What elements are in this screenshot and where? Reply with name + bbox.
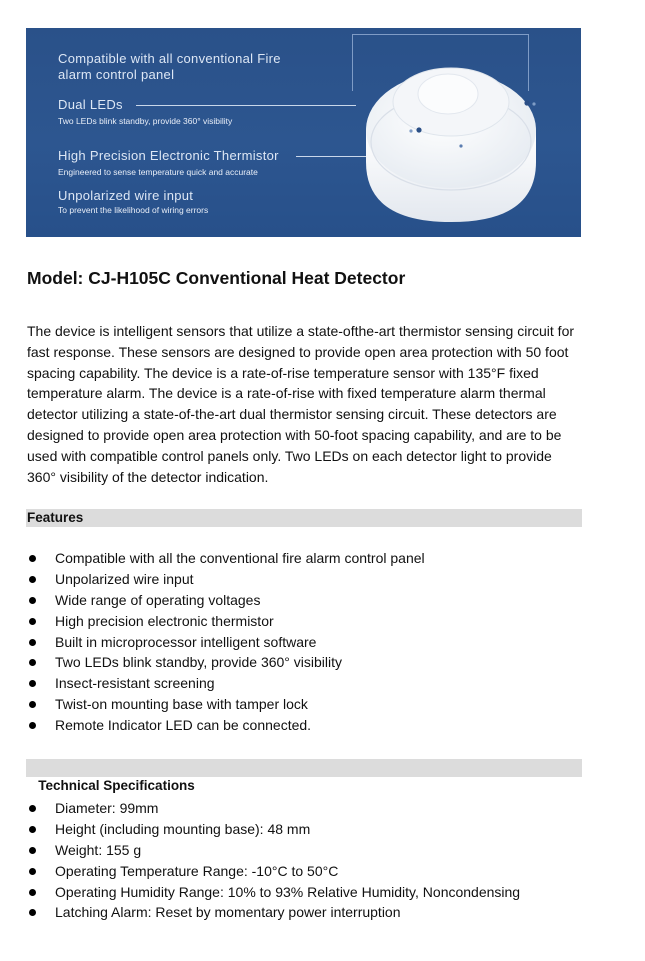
bullet-icon <box>29 868 36 875</box>
list-item: High precision electronic thermistor <box>27 611 425 632</box>
banner-connector-line <box>136 105 356 106</box>
banner-connector-line <box>296 156 374 157</box>
list-item: Built in microprocessor intelligent software <box>27 632 425 653</box>
list-item: Compatible with all the conventional fire alarm control panel <box>27 548 425 569</box>
product-description: The device is intelligent sensors that utilize a state-ofthe-art thermistor sensing circuit for fast response. These sensors are designed to provide open area protection with 50 foot spacing capability. The device is a rate-of-rise temperature sensor with 135°F fixed temperature alarm. The device is a rate-of-rise with fixed temperature alarm thermal detector utilizing a state-of-the-art dual thermistor sensing circuit. These detectors are designed to provide open area protection with 50-foot spacing capability, and are to be used with compatible control panels only. Two LEDs on each detector light to provide 360° visibility of the detector indication. <box>27 323 575 485</box>
list-item: Unpolarized wire input <box>27 569 425 590</box>
banner-compatible-heading: Compatible with all conventional Fire <box>58 51 281 66</box>
banner-thermistor-heading: High Precision Electronic Thermistor <box>58 148 279 163</box>
list-item: Diameter: 99mm <box>27 798 520 819</box>
specs-heading-bar <box>26 759 582 793</box>
features-heading-bar <box>26 509 582 527</box>
bullet-icon <box>29 639 36 646</box>
heat-detector-image <box>366 42 536 232</box>
bullet-icon <box>29 701 36 708</box>
bullet-icon <box>29 597 36 604</box>
list-item: Remote Indicator LED can be connected. <box>27 715 425 736</box>
features-heading: Features <box>27 510 84 525</box>
specs-heading: Technical Specifications <box>34 778 195 793</box>
banner-wire-heading: Unpolarized wire input <box>58 188 194 203</box>
list-item: Two LEDs blink standby, provide 360° visibility <box>27 652 425 673</box>
list-item: Insect-resistant screening <box>27 673 425 694</box>
features-list <box>27 548 425 736</box>
bullet-icon <box>29 659 36 666</box>
product-banner <box>26 28 581 237</box>
bullet-icon <box>29 805 36 812</box>
model-title: Model: CJ-H105C Conventional Heat Detector <box>27 268 406 288</box>
bullet-icon <box>29 618 36 625</box>
banner-compatible-heading-line2: alarm control panel <box>58 67 175 82</box>
list-item: Operating Temperature Range: -10°C to 50°C <box>27 861 520 882</box>
bullet-icon <box>29 847 36 854</box>
bullet-icon <box>29 576 36 583</box>
bullet-icon <box>29 555 36 562</box>
list-item: Weight: 155 g <box>27 840 520 861</box>
banner-dual-leds-heading: Dual LEDs <box>58 97 123 112</box>
bullet-icon <box>29 722 36 729</box>
list-item: Operating Humidity Range: 10% to 93% Relative Humidity, Noncondensing <box>27 882 520 903</box>
banner-dual-leds-sub: Two LEDs blink standby, provide 360° visibility <box>58 116 233 126</box>
bullet-icon <box>29 889 36 896</box>
bullet-icon <box>29 826 36 833</box>
bullet-icon <box>29 909 36 916</box>
list-item: Twist-on mounting base with tamper lock <box>27 694 425 715</box>
list-item: Height (including mounting base): 48 mm <box>27 819 520 840</box>
list-item: Wide range of operating voltages <box>27 590 425 611</box>
banner-thermistor-sub: Engineered to sense temperature quick and accurate <box>58 167 258 177</box>
specs-list <box>27 798 520 923</box>
bullet-icon <box>29 680 36 687</box>
banner-wire-sub: To prevent the likelihood of wiring errors <box>58 205 209 215</box>
list-item: Latching Alarm: Reset by momentary power interruption <box>27 902 520 923</box>
